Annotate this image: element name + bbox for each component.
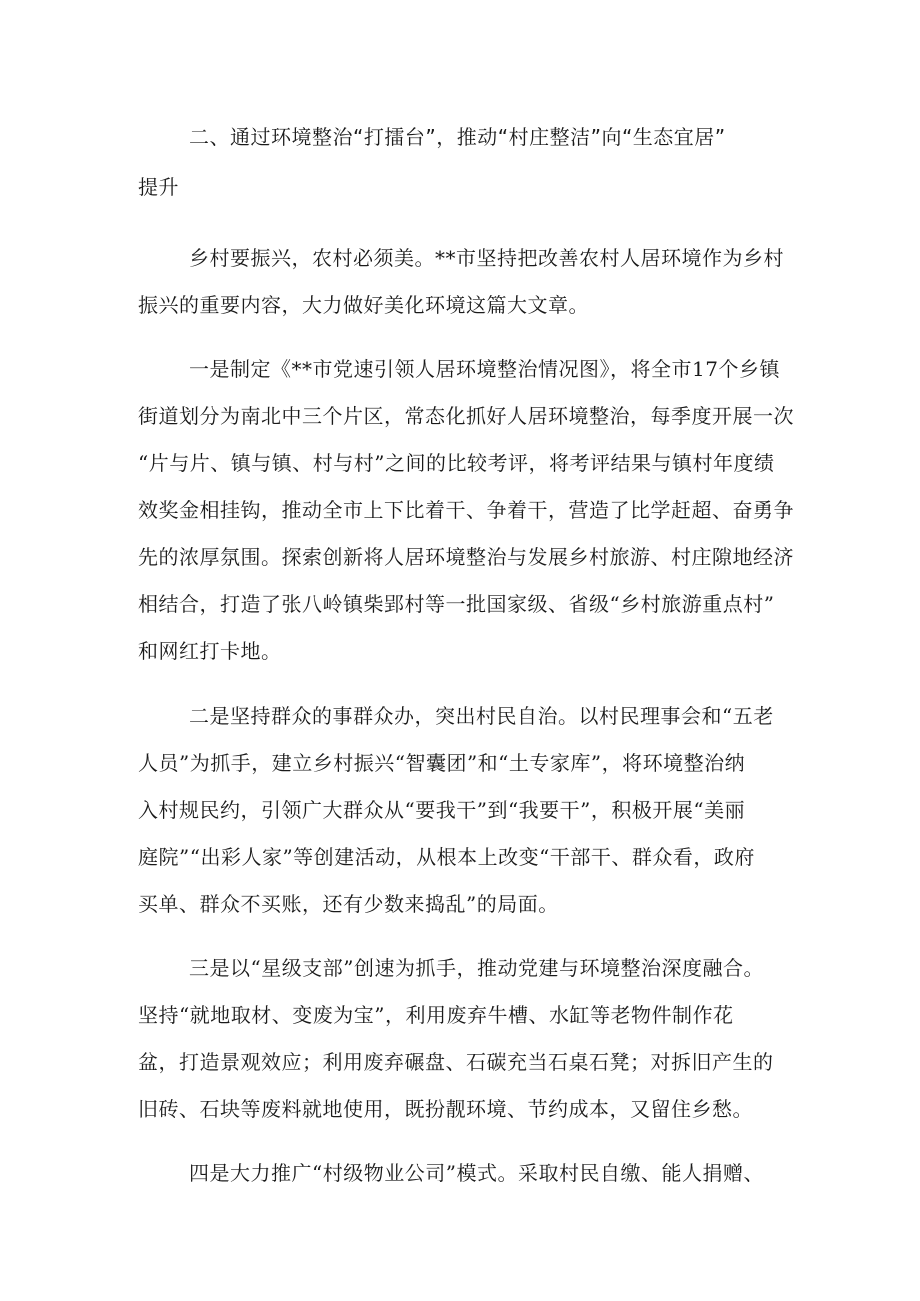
section-heading-line-1: 二、通过环境整治“打擂台”，推动“村庄整洁”向“生态宜居” (189, 125, 726, 149)
paragraph-4-line-2: 坚持“就地取材、变废为宝”，利用废弃牛槽、水缸等老物件制作花 (138, 1003, 734, 1027)
paragraph-2-line-4: 效奖金相挂钩，推动全市上下比着干、争着干，营造了比学赶超、奋勇争 (138, 498, 794, 522)
paragraph-2-line-5: 先的浓厚氛围。探索创新将人居环境整治与发展乡村旅游、村庄隙地经济 (138, 545, 794, 569)
paragraph-2-line-7: 和网红打卡地。 (138, 639, 282, 663)
paragraph-2-line-1: 一是制定《**市党速引领人居环境整治情况图》，将全市17个乡镇 (189, 357, 780, 381)
paragraph-3-line-1: 二是坚持群众的事群众办，突出村民自治。以村民理事会和“五老 (189, 704, 774, 728)
paragraph-1-line-2: 振兴的重要内容，大力做好美化环境这篇大文章。 (138, 293, 589, 317)
section-heading-line-2: 提升 (138, 175, 179, 199)
paragraph-4-line-1: 三是以“星级支部”创速为抓手，推动党建与环境整治深度融合。 (189, 956, 764, 980)
paragraph-3-line-5: 买单、群众不买账，还有少数来捣乱”的局面。 (138, 892, 559, 916)
paragraph-3-line-3: 入村规民约，引领广大群众从“要我干”到“我要干”，积极开展“美丽 (138, 798, 746, 822)
paragraph-2-line-2: 街道划分为南北中三个片区，常态化抓好人居环境整治，每季度开展一次 (138, 404, 794, 428)
paragraph-5-line-1: 四是大力推广“村级物业公司”模式。采取村民自缴、能人捐赠、 (189, 1161, 764, 1185)
paragraph-4-line-3: 盆，打造景观效应；利用废弃碾盘、石碳充当石桌石凳；对拆旧产生的 (138, 1050, 774, 1074)
paragraph-1-line-1: 乡村要振兴，农村必须美。**市坚持把改善农村人居环境作为乡村 (189, 246, 784, 270)
paragraph-2-line-3: “片与片、镇与镇、村与村”之间的比较考评，将考评结果与镇村年度绩 (138, 451, 775, 475)
paragraph-2-line-6: 相结合，打造了张八岭镇柴郢村等一批国家级、省级“乡村旅游重点村” (138, 592, 775, 616)
paragraph-3-line-4: 庭院”“出彩人家”等创建活动，从根本上改变“干部干、群众看，政府 (138, 845, 755, 869)
paragraph-3-line-2: 人员”为抓手，建立乡村振兴“智囊团”和“土专家库”，将环境整治纳 (138, 751, 746, 775)
paragraph-4-line-4: 旧砖、石块等废料就地使用，既扮靓环境、节约成本，又留住乡愁。 (138, 1097, 753, 1121)
